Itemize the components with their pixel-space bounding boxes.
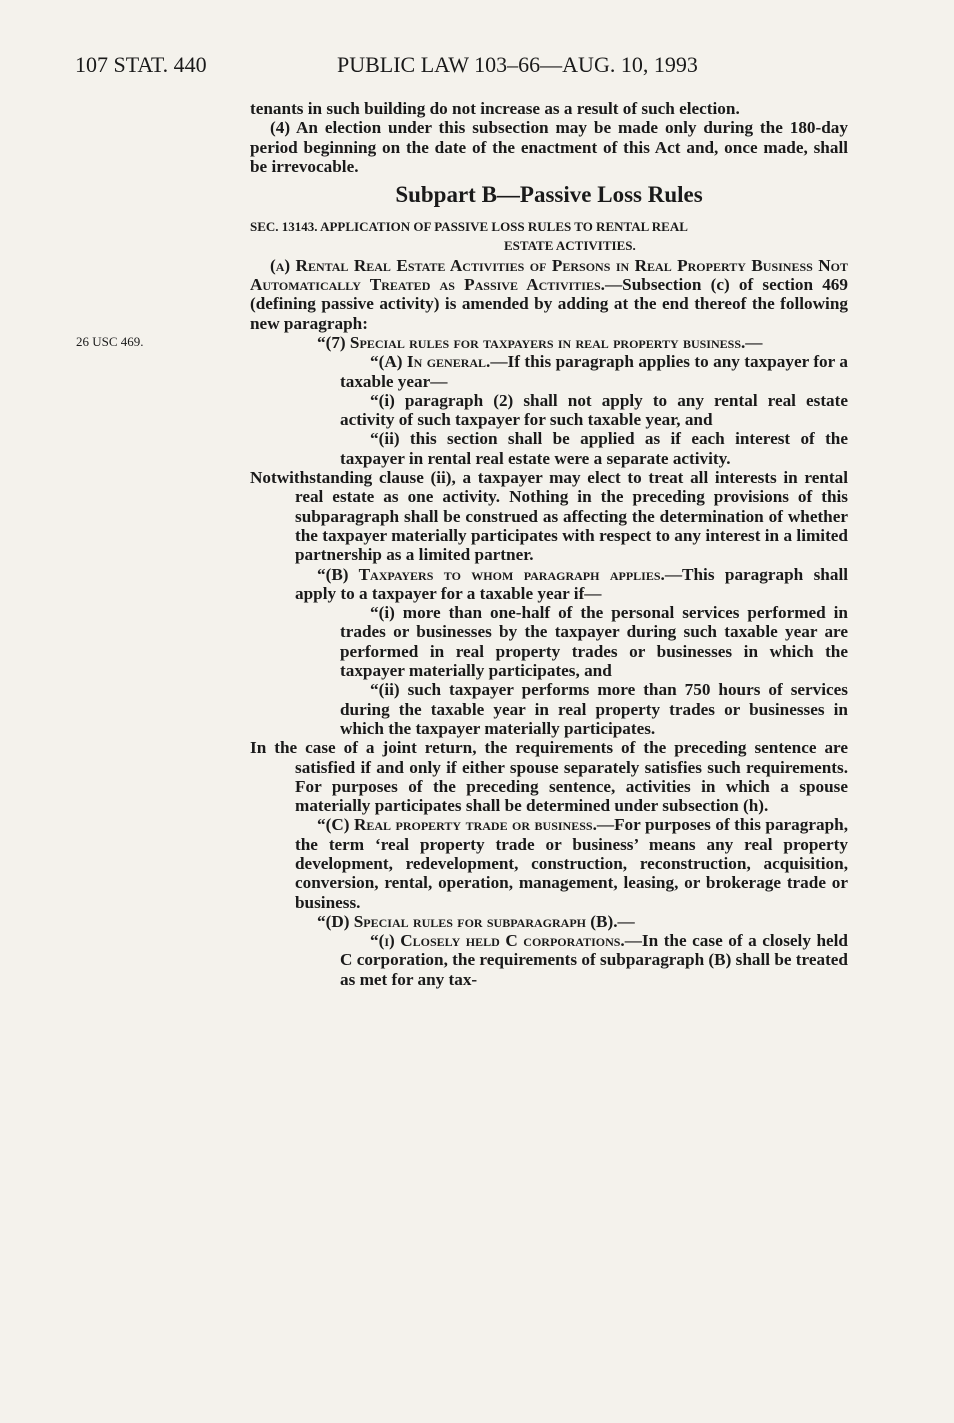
subparagraph-c-text: —For purposes of this paragraph, the term ‘real property trade or business’ means any real property development, redevelopment, construction, reconstruction, acquisition, conversion, rental, operation, management, leasing, or brokerage trade or business. bbox=[295, 815, 848, 912]
clause-d-i-text: —In the case of a closely held C corporation, the requirements of subparagraph (B) shall be treated as met for any tax- bbox=[340, 931, 848, 989]
margin-citation: 26 USC 469. bbox=[76, 334, 144, 349]
subparagraph-b-heading: “(B) Taxpayers to whom paragraph applies. bbox=[317, 564, 665, 584]
clause-b-i: “(i) more than one-half of the personal services performed in trades or businesses by the taxpayer during such taxable year are performed in real property trades or businesses in which the taxpayer materially participates, and bbox=[340, 603, 848, 681]
section-heading bbox=[250, 217, 848, 256]
paragraph-4: (4) An election under this subsection may be made only during the 180-day period beginning on the date of the enactment of this Act and, once made, shall be irrevocable. bbox=[250, 118, 848, 176]
subsection-a-text: —Subsection (c) of section 469 (defining passive activity) is amended by adding at the end thereof the following new paragraph: bbox=[250, 275, 848, 333]
subparagraph-c-heading: “(C) Real property trade or business. bbox=[317, 815, 597, 835]
page-reference: 107 STAT. 440 bbox=[75, 52, 207, 77]
joint-return-clause: In the case of a joint return, the requirements of the preceding sentence are satisfied if and only if either spouse separately satisfies such requirements. For purposes of the preceding sentence, activities in which a spouse materially participates shall be determined under subsection (h). bbox=[250, 738, 848, 816]
page-header bbox=[75, 50, 875, 80]
subsection-a-heading: (a) Rental Real Estate Activities of Persons in Real Property Business Not Automatically Treated as Passive Activities. bbox=[250, 255, 848, 295]
clause-b-ii: “(ii) such taxpayer performs more than 750 hours of services during the taxable year in real property trades or businesses in which the taxpayer materially participates. bbox=[340, 680, 848, 738]
notwithstanding-clause: Notwithstanding clause (ii), a taxpayer may elect to treat all interests in rental real estate as one activity. Nothing in the preceding provisions of this subparagraph shall be construed as affecting the determination of whether the taxpayer materially participates with respect to any interest in a limited partnership as a limited partner. bbox=[250, 468, 848, 565]
section-number: SEC. 13143. bbox=[250, 219, 318, 235]
subparagraph-c bbox=[250, 815, 848, 911]
subparagraph-b-text: —This paragraph shall apply to a taxpayer for a taxable year if— bbox=[295, 564, 848, 603]
section-title-line-2: ESTATE ACTIVITIES. bbox=[504, 238, 636, 254]
subparagraph-a-heading: “(A) In general. bbox=[370, 352, 491, 372]
clause-a-ii: “(ii) this section shall be applied as if each interest of the taxpayer in rental real estate were a separate activity. bbox=[340, 429, 848, 468]
paragraph-continuation: tenants in such building do not increase as a result of such election. bbox=[250, 99, 740, 118]
subpart-title: Subpart B—Passive Loss Rules bbox=[395, 182, 703, 208]
clause-d-i bbox=[250, 931, 848, 989]
clause-d-i-heading: “(i) Closely held C corporations. bbox=[370, 931, 625, 951]
paragraph-7-heading-text: “(7) Special rules for taxpayers in real property business.— bbox=[317, 332, 763, 352]
law-title: PUBLIC LAW 103–66—AUG. 10, 1993 bbox=[337, 52, 698, 77]
clause-a-i: “(i) paragraph (2) shall not apply to any rental real estate activity of such taxpayer for such taxable year, and bbox=[340, 390, 848, 430]
document-body bbox=[250, 99, 848, 989]
section-title-line-1: APPLICATION OF PASSIVE LOSS RULES TO RENTAL REAL bbox=[320, 219, 688, 235]
subparagraph-a-text: —If this paragraph applies to any taxpayer for a taxable year— bbox=[340, 352, 848, 391]
paragraph-7-heading bbox=[250, 333, 848, 352]
subparagraph-a bbox=[250, 352, 848, 391]
subsection-a bbox=[250, 256, 848, 333]
subparagraph-b bbox=[250, 565, 848, 604]
subparagraph-d-heading bbox=[250, 912, 848, 931]
subparagraph-d-heading-text: “(D) Special rules for subparagraph (B).— bbox=[317, 911, 635, 931]
